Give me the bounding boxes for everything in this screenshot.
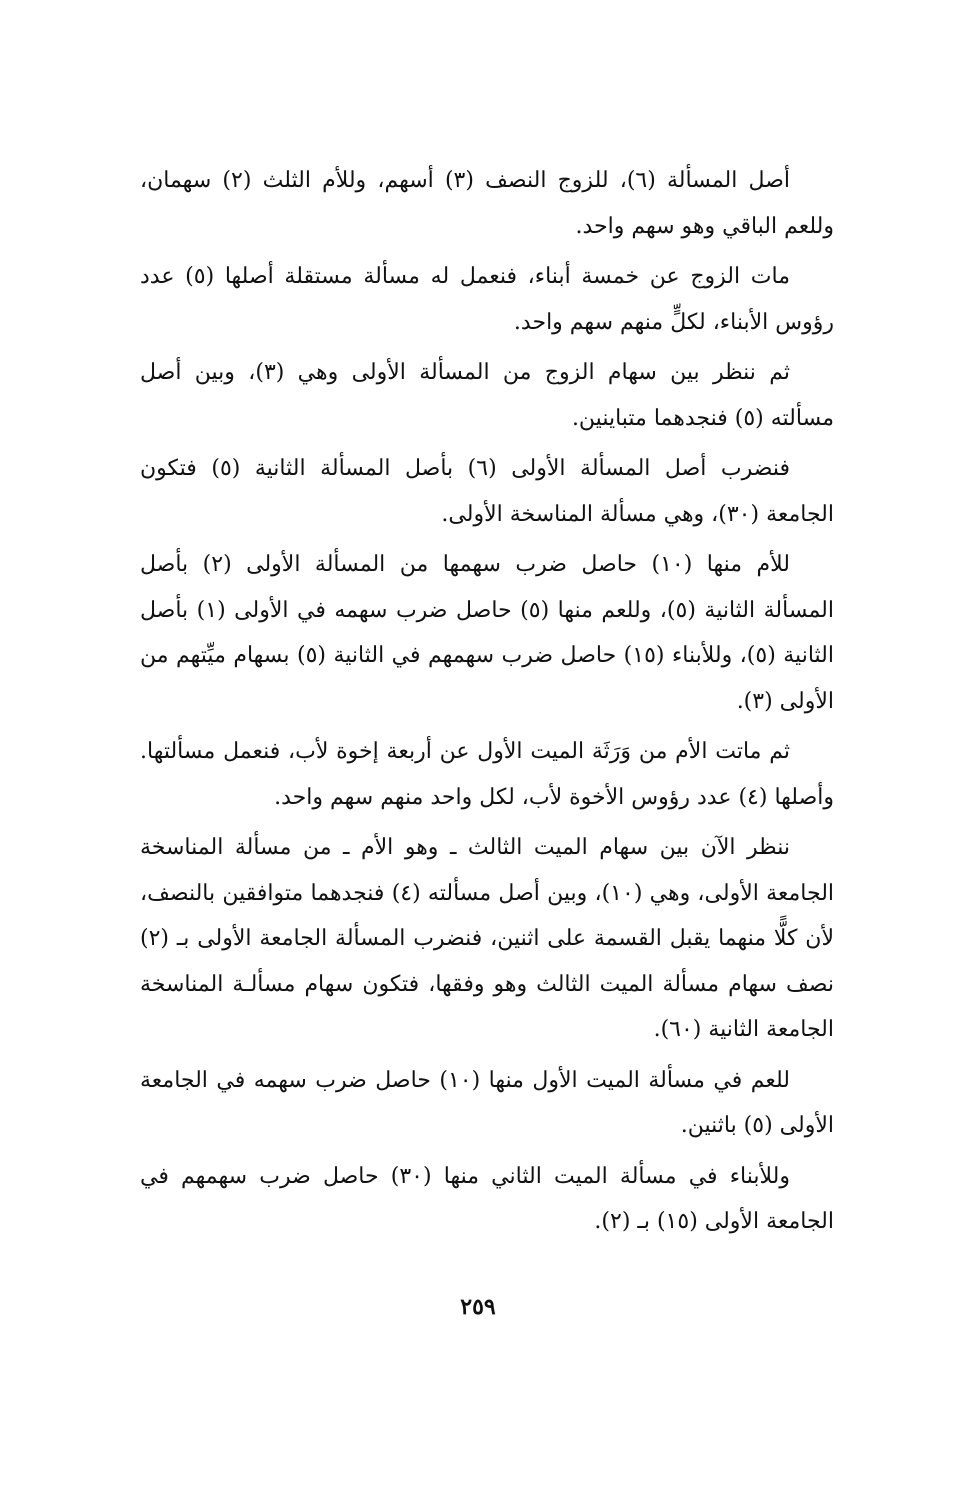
body-text — [140, 158, 834, 1250]
paragraph-1: أصل المسألة (٦)، للزوج النصف (٣) أسهم، وللأم الثلث (٢) سهمان، وللعم الباقي وهو سهم واحد. — [140, 168, 834, 239]
paragraph-9: وللأبناء في مسألة الميت الثاني منها (٣٠) حاصل ضرب سهمهم في الجامعة الأولى (١٥) بـ (٢). — [140, 1163, 834, 1234]
paragraph-4: فنضرب أصل المسألة الأولى (٦) بأصل المسألة الثانية (٥) فتكون الجامعة (٣٠)، وهي مسألة المناسخة الأولى. — [140, 456, 834, 527]
paragraph-5: للأم منها (١٠) حاصل ضرب سهمها من المسألة الأولى (٢) بأصل المسألة الثانية (٥)، وللعم منها (٥) حاصل ضرب سهمه في الأولى (١) بأصل الثانية (٥)، وللأبناء (١٥) حاصل ضرب سهمهم في الثانية (٥) بسهام ميِّتهم من الأولى (٣). — [140, 552, 834, 714]
page-number: ٢٥٩ — [460, 1294, 496, 1320]
paragraph-6: ثم ماتت الأم من وَرَثَة الميت الأول عن أربعة إخوة لأب، فنعمل مسألتها. وأصلها (٤) عدد رؤوس الأخوة لأب، لكل واحد منهم سهم واحد. — [140, 739, 834, 810]
paragraph-3: ثم ننظر بين سهام الزوج من المسألة الأولى وهي (٣)، وبين أصل مسألته (٥) فنجدهما متباينين. — [140, 360, 834, 431]
paragraph-7: ننظر الآن بين سهام الميت الثالث ـ وهو الأم ـ من مسألة المناسخة الجامعة الأولى، وهي (١٠)، وبين أصل مسألته (٤) فنجدهما متوافقين بالنصف، لأن كلًّا منهما يقبل القسمة على اثنين، فنضرب المسألة الجامعة الأولى بـ (٢) نصف سهام مسألة الميت الثالث وهو وفقها، فتكون سهام مسألـة المناسخة الجامعة الثانية (٦٠). — [140, 835, 835, 1042]
paragraph-8: للعم في مسألة الميت الأول منها (١٠) حاصل ضرب سهمه في الجامعة الأولى (٥) باثنين. — [140, 1067, 834, 1138]
paragraph-2: مات الزوج عن خمسة أبناء، فنعمل له مسألة مستقلة أصلها (٥) عدد رؤوس الأبناء، لكلٍّ منهم سهم واحد. — [140, 264, 834, 335]
